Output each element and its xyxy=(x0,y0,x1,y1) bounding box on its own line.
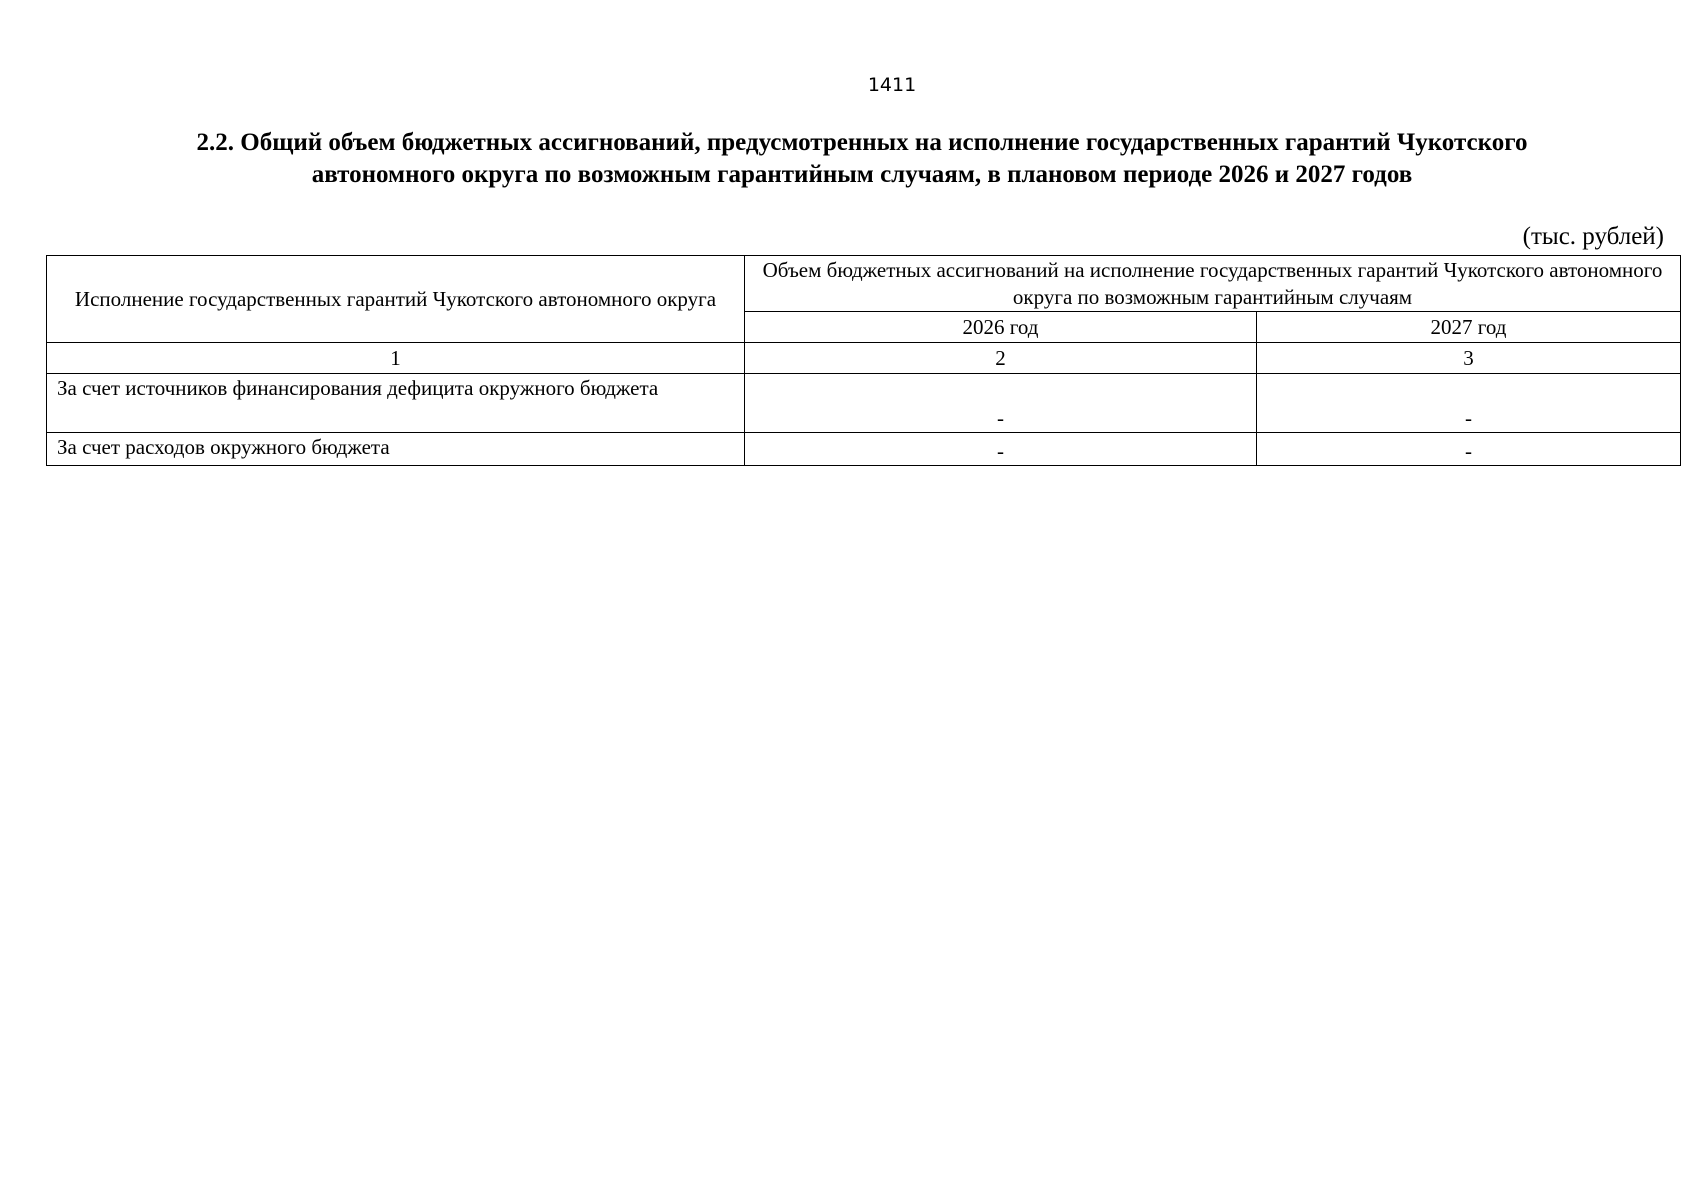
column-number-1: 1 xyxy=(47,343,745,374)
row-label-deficit-financing: За счет источников финансирования дефицита окружного бюджета xyxy=(47,374,745,433)
column-number-3: 3 xyxy=(1257,343,1681,374)
budget-guarantees-table xyxy=(46,255,1681,466)
cell-2026-deficit-financing: - xyxy=(745,374,1257,433)
header-year-2026: 2026 год xyxy=(745,312,1257,343)
table-row xyxy=(47,374,1681,433)
column-number-2: 2 xyxy=(745,343,1257,374)
header-guarantee-execution: Исполнение государственных гарантий Чукотского автономного округа xyxy=(47,256,745,343)
document-title-line-1: 2.2. Общий объем бюджетных ассигнований, предусмотренных на исполнение государственных гарантий Чукотского xyxy=(196,129,1528,156)
page-number: 1411 xyxy=(867,74,917,96)
table-header-row xyxy=(47,256,1681,312)
cell-2027-budget-expenses: - xyxy=(1257,433,1681,466)
cell-2026-budget-expenses: - xyxy=(745,433,1257,466)
document-title xyxy=(60,127,1664,191)
table-row xyxy=(47,433,1681,466)
document-title-line-2: автономного округа по возможным гарантийным случаям, в плановом периоде 2026 и 2027 годов xyxy=(311,161,1413,188)
header-year-2027: 2027 год xyxy=(1257,312,1681,343)
row-label-budget-expenses: За счет расходов окружного бюджета xyxy=(47,433,745,466)
column-number-row xyxy=(47,343,1681,374)
header-appropriations-volume: Объем бюджетных ассигнований на исполнение государственных гарантий Чукотского автономного округа по возможным гарантийным случаям xyxy=(745,256,1681,312)
units-label: (тыс. рублей) xyxy=(1522,223,1664,250)
cell-2027-deficit-financing: - xyxy=(1257,374,1681,433)
